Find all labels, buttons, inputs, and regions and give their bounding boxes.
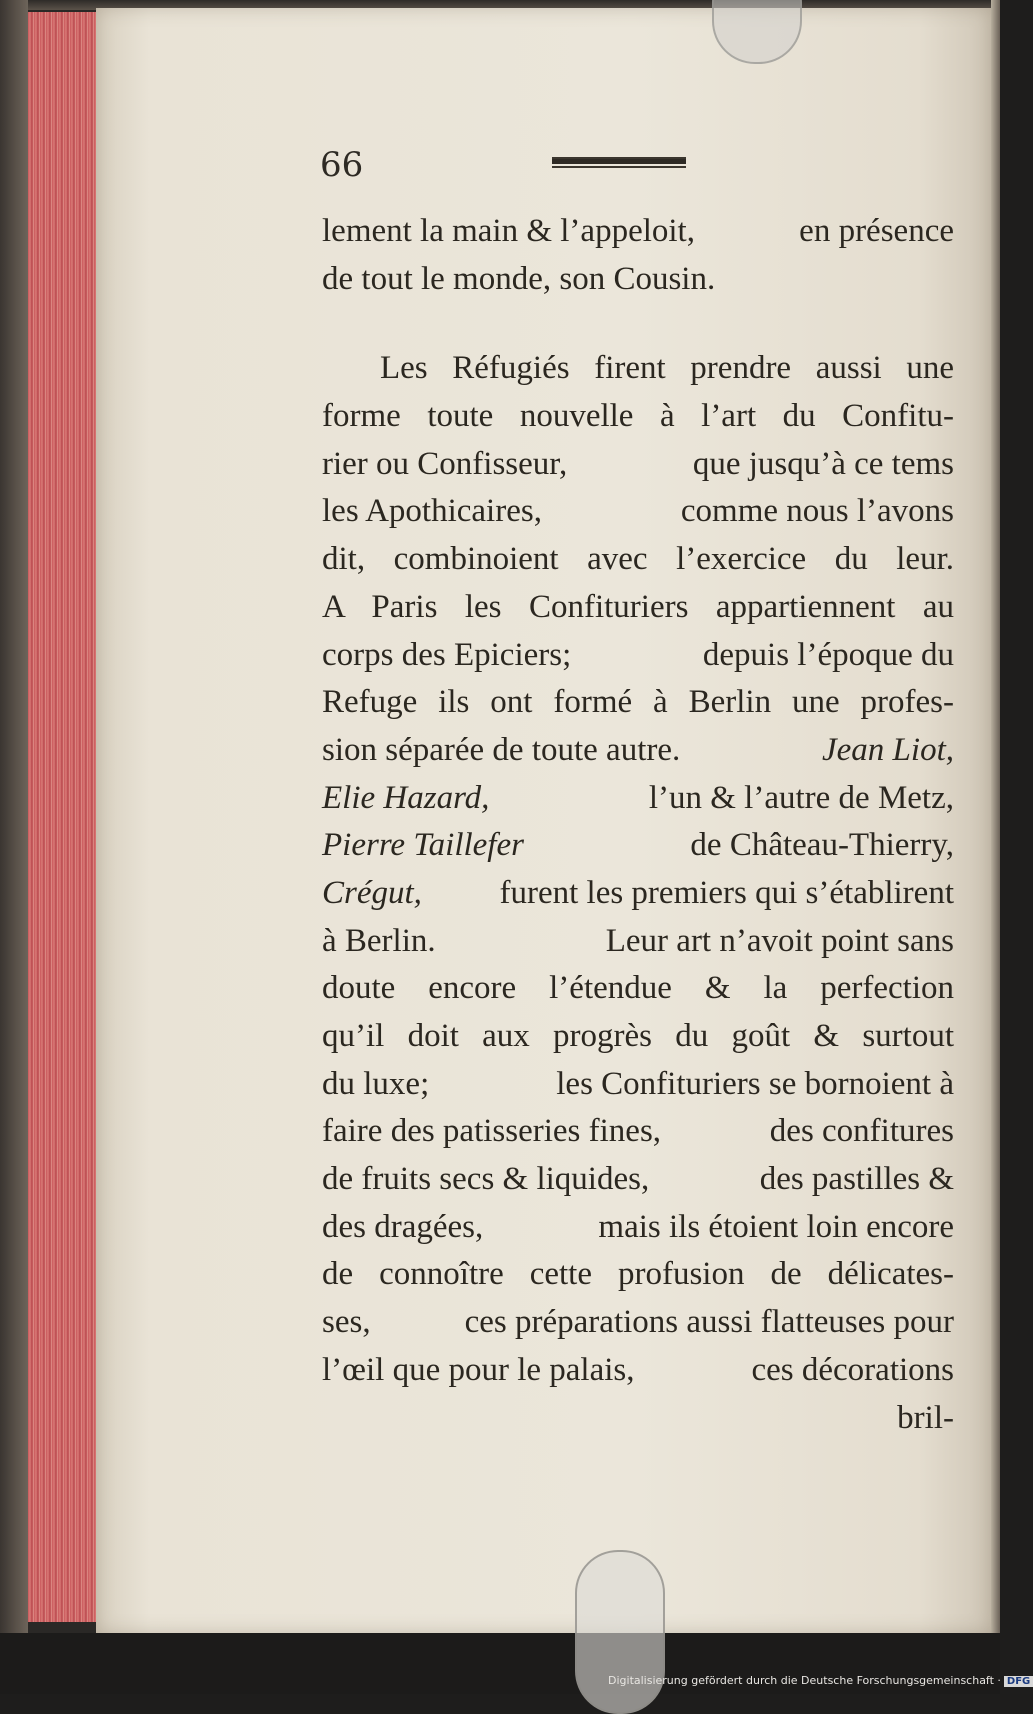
page-clip-bottom [575,1550,665,1714]
text-segment: qu’il doit aux progrès du goût & surtout [322,1018,954,1054]
text-segment: comme nous l’avons [680,493,954,530]
text-line [322,775,954,823]
page-number: 66 [320,145,364,185]
text-line [322,256,954,304]
text-segment: l’œil que pour le palais, [322,1351,635,1388]
text-segment: du luxe; [322,1065,430,1102]
text-segment: Crégut, [322,874,422,911]
text-line [322,1013,954,1061]
text-segment: des pastilles & [759,1161,954,1198]
text-line [322,870,954,918]
text-segment: ces préparations aussi flatteuses pour [464,1304,954,1341]
text-segment: ses, [322,1304,371,1341]
text-segment: Pierre Taillefer [322,827,524,864]
header-rule [552,157,686,164]
digitization-credit [608,1674,1033,1687]
text-line [322,584,954,632]
text-line [322,918,954,966]
text-segment: Les Réfugiés firent prendre aussi une [380,350,954,387]
text-segment: les Confituriers se bornoient à [556,1065,954,1102]
text-segment: faire des patisseries fines, [322,1113,662,1150]
text-line [322,1204,954,1252]
text-segment: doute encore l’étendue & la perfection [322,970,954,1007]
text-segment: Elie Hazard, [322,779,490,816]
text-segment: corps des Epiciers; [322,636,572,673]
text-segment: furent les premiers qui s’établirent [499,874,954,911]
text-segment: ces décorations [751,1351,954,1388]
text-segment: depuis l’époque du [702,636,954,673]
text-segment: que jusqu’à ce tems [692,445,954,482]
text-line [322,441,954,489]
text-segment: l’un & l’autre de Metz, [648,779,954,816]
text-segment: forme toute nouvelle à l’art du Confitu- [322,398,954,435]
text-segment: mais ils étoient loin encore [598,1208,954,1245]
text-segment: rier ou Confisseur, [322,445,568,482]
header-rule-thin [552,166,686,168]
text-line [322,679,954,727]
dfg-logo: DFG [1004,1676,1033,1687]
text-line [322,822,954,870]
text-line [322,1251,954,1299]
text-segment: Leur art n’avoit point sans [605,922,954,959]
credit-text: Digitalisierung gefördert durch die Deutsche Forschungsgemeinschaft · [608,1674,1001,1687]
text-line [322,1156,954,1204]
text-segment: des confitures [769,1113,954,1150]
text-segment: des dragées, [322,1208,484,1245]
body-text [322,208,954,1442]
book-cover-edge [0,0,28,1694]
text-segment: à Berlin. [322,922,436,959]
text-line [322,1395,954,1443]
text-segment: sion séparée de toute autre. [322,731,681,768]
text-segment: Refuge ils ont formé à Berlin une profes- [322,684,954,721]
paragraph-gap [322,303,954,345]
text-segment: bril- [897,1399,954,1436]
text-segment: de fruits secs & liquides, [322,1161,650,1198]
text-segment: Jean Liot, [822,731,954,768]
page-right-edge [991,0,1000,1694]
text-line [322,208,954,256]
text-segment: dit, combinoient avec l’exercice du leur. [322,541,954,578]
text-line [322,1347,954,1395]
text-segment: lement la main & l’appeloit, [322,213,695,249]
text-line [322,536,954,584]
text-segment: A Paris les Confituriers appartiennent au [322,588,954,625]
red-page-block-edge [28,12,97,1622]
text-segment: en présence [799,213,954,249]
text-line [322,393,954,441]
text-line [322,965,954,1013]
text-line [322,727,954,775]
text-line [322,632,954,680]
text-segment: de Château-Thierry, [690,827,954,864]
text-line [322,345,954,393]
text-segment: de connoître cette profusion de délicates- [322,1256,954,1293]
text-line [322,1061,954,1109]
text-line [322,488,954,536]
text-segment: de tout le monde, son Cousin. [322,260,716,297]
text-segment: les Apothicaires, [322,493,542,530]
text-line [322,1108,954,1156]
text-line [322,1299,954,1347]
